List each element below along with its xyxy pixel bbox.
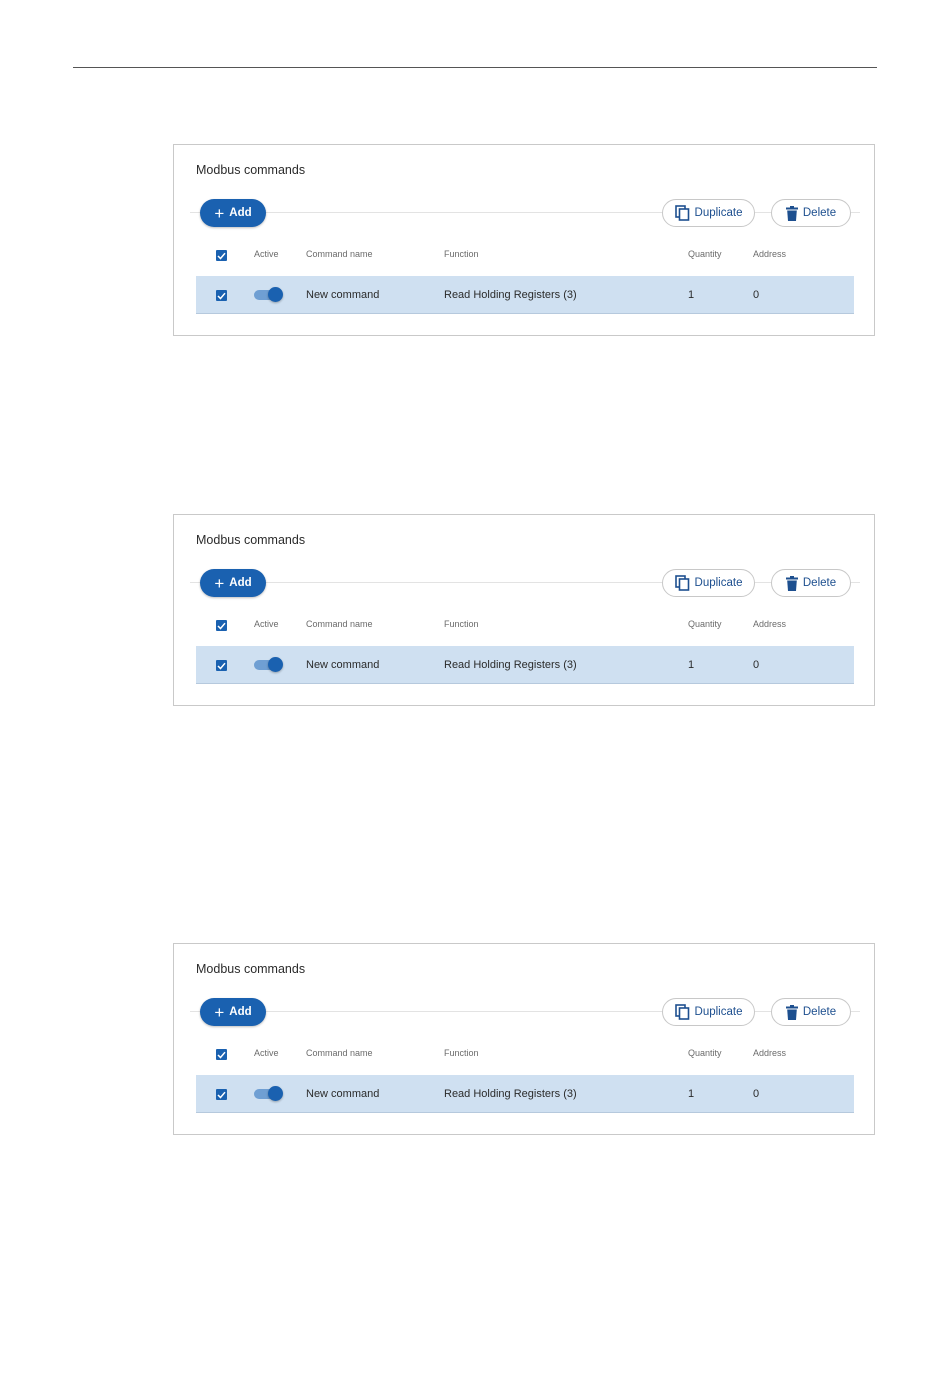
duplicate-button-label: Duplicate [694, 1006, 743, 1018]
command-name-cell: New command [306, 289, 380, 301]
address-cell: 0 [753, 289, 760, 301]
table-row[interactable] [196, 646, 854, 684]
check-icon [217, 1051, 226, 1059]
trash-icon [786, 206, 798, 221]
add-button-label: Add [229, 1006, 252, 1018]
column-header-active[interactable]: Active [254, 619, 279, 629]
add-button[interactable] [200, 199, 266, 227]
toolbar-divider [190, 212, 860, 213]
column-header-address[interactable]: Address [753, 1048, 787, 1058]
duplicate-button[interactable] [662, 569, 755, 597]
quantity-cell: 1 [688, 289, 695, 301]
delete-button-label: Delete [802, 207, 837, 219]
quantity-cell: 1 [688, 1088, 695, 1100]
duplicate-button[interactable] [662, 199, 755, 227]
copy-icon [675, 1004, 690, 1020]
toggle-knob [268, 1086, 283, 1101]
row-checkbox[interactable] [216, 1089, 227, 1100]
column-header-active[interactable]: Active [254, 1048, 279, 1058]
column-header-quantity[interactable]: Quantity [688, 249, 722, 259]
trash-icon [786, 1005, 798, 1020]
function-cell: Read Holding Registers (3) [444, 1088, 577, 1100]
delete-button-label: Delete [802, 577, 837, 589]
add-button-label: Add [229, 207, 252, 219]
trash-icon [786, 576, 798, 591]
table-row[interactable] [196, 276, 854, 314]
table-row[interactable] [196, 1075, 854, 1113]
plus-icon: + [214, 1002, 225, 1022]
modbus-commands-panel [173, 144, 875, 336]
address-cell: 0 [753, 659, 760, 671]
modbus-commands-panel [173, 514, 875, 706]
column-header-function[interactable]: Function [444, 619, 479, 629]
plus-icon: + [214, 573, 225, 593]
toolbar-divider [190, 1011, 860, 1012]
toggle-knob [268, 657, 283, 672]
column-header-name[interactable]: Command name [306, 249, 373, 259]
copy-icon [675, 205, 690, 221]
add-button[interactable] [200, 998, 266, 1026]
delete-button[interactable] [771, 199, 851, 227]
function-cell: Read Holding Registers (3) [444, 659, 577, 671]
column-header-address[interactable]: Address [753, 619, 787, 629]
command-name-cell: New command [306, 659, 380, 671]
check-icon [217, 662, 226, 670]
check-icon [217, 1091, 226, 1099]
select-all-checkbox[interactable] [216, 620, 227, 631]
toolbar-divider [190, 582, 860, 583]
function-cell: Read Holding Registers (3) [444, 289, 577, 301]
plus-icon: + [214, 203, 225, 223]
column-header-quantity[interactable]: Quantity [688, 1048, 722, 1058]
active-toggle[interactable] [253, 288, 283, 302]
table-header [196, 615, 854, 637]
row-checkbox[interactable] [216, 660, 227, 671]
duplicate-button-label: Duplicate [694, 207, 743, 219]
toggle-knob [268, 287, 283, 302]
copy-icon [675, 575, 690, 591]
column-header-function[interactable]: Function [444, 1048, 479, 1058]
check-icon [217, 292, 226, 300]
column-header-address[interactable]: Address [753, 249, 787, 259]
panel-title: Modbus commands [196, 533, 306, 547]
active-toggle[interactable] [253, 1087, 283, 1101]
command-name-cell: New command [306, 1088, 380, 1100]
quantity-cell: 1 [688, 659, 695, 671]
select-all-checkbox[interactable] [216, 250, 227, 261]
table-header [196, 1044, 854, 1066]
delete-button[interactable] [771, 998, 851, 1026]
column-header-active[interactable]: Active [254, 249, 279, 259]
table-header [196, 245, 854, 267]
add-button-label: Add [229, 577, 252, 589]
duplicate-button-label: Duplicate [694, 577, 743, 589]
row-checkbox[interactable] [216, 290, 227, 301]
delete-button-label: Delete [802, 1006, 837, 1018]
address-cell: 0 [753, 1088, 760, 1100]
delete-button[interactable] [771, 569, 851, 597]
add-button[interactable] [200, 569, 266, 597]
column-header-name[interactable]: Command name [306, 1048, 373, 1058]
active-toggle[interactable] [253, 658, 283, 672]
column-header-name[interactable]: Command name [306, 619, 373, 629]
check-icon [217, 252, 226, 260]
column-header-function[interactable]: Function [444, 249, 479, 259]
select-all-checkbox[interactable] [216, 1049, 227, 1060]
column-header-quantity[interactable]: Quantity [688, 619, 722, 629]
panel-title: Modbus commands [196, 163, 306, 177]
duplicate-button[interactable] [662, 998, 755, 1026]
page-top-rule [73, 67, 877, 68]
check-icon [217, 622, 226, 630]
panel-title: Modbus commands [196, 962, 306, 976]
modbus-commands-panel [173, 943, 875, 1135]
